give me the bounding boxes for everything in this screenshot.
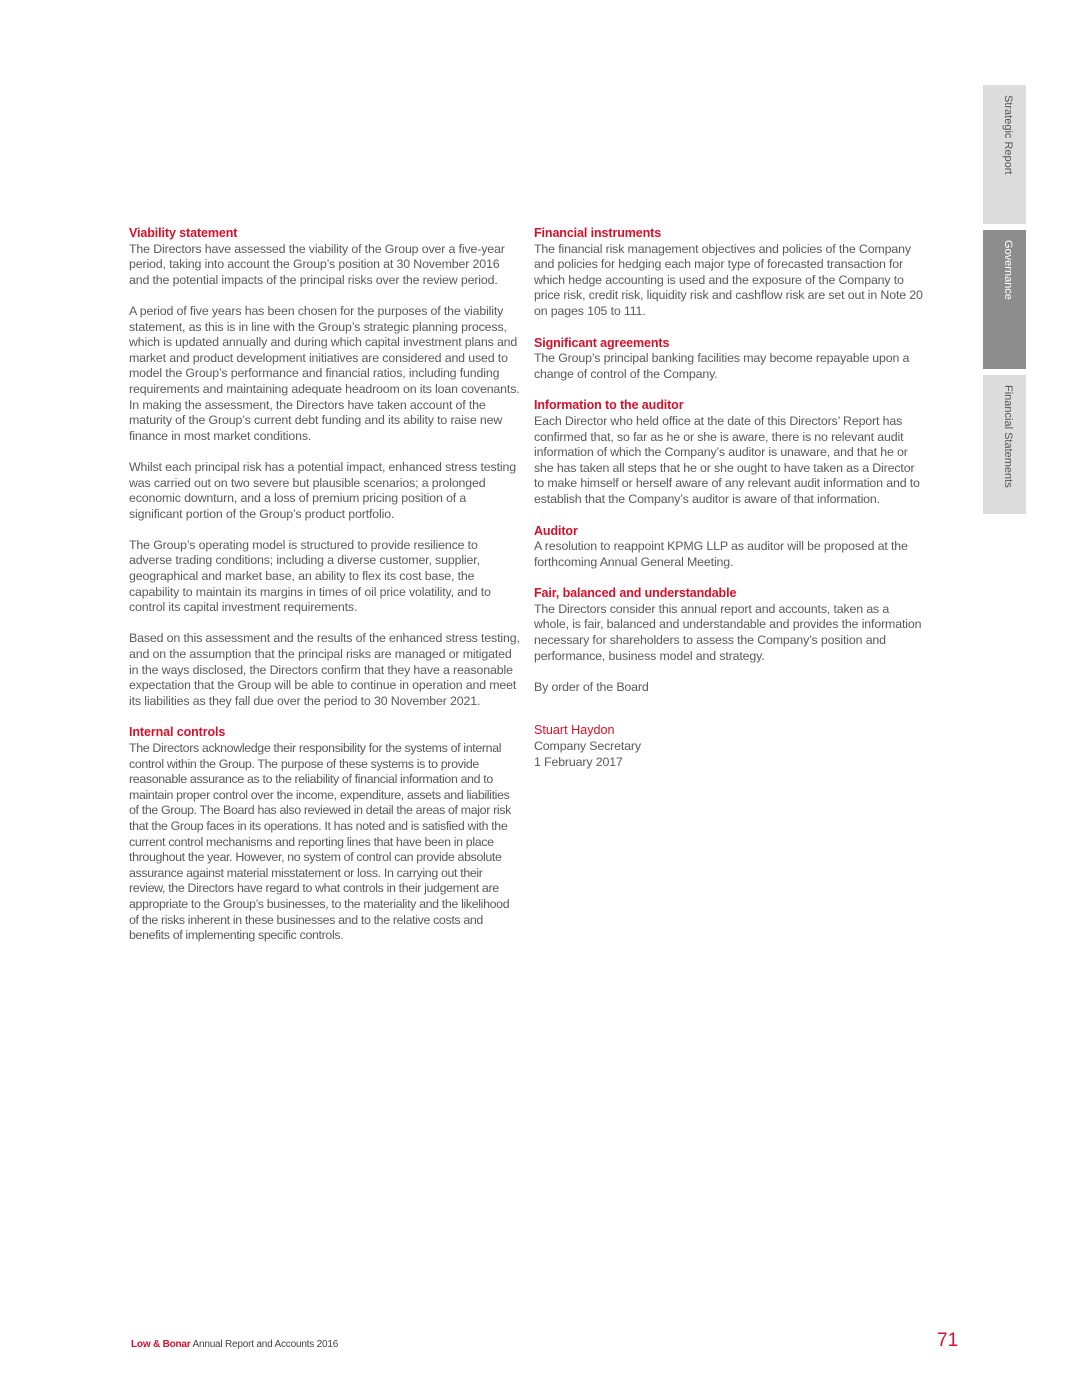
tab-governance[interactable] [983,230,1026,369]
viability-heading: Viability statement [129,226,238,240]
tab-strategic-report[interactable] [983,85,1026,224]
auditor-paragraph: A resolution to reappoint KPMG LLP as auditor will be proposed at the forthcoming Annual General Meeting. [534,539,908,569]
left-column [129,226,521,960]
footer [131,1339,338,1350]
footer-text: Annual Report and Accounts 2016 [192,1339,339,1350]
auditor-info-paragraph: Each Director who held office at the date of this Directors’ Report has confirmed that, so far as he or she is aware, there is no relevant audit information of which the Company’s auditor is unaware, and that he or she has taken all steps that he or she ought to have taken as a Director to make himself or herself aware of any relevant audit information and to establish that the Company’s auditor is aware of that information. [534,413,920,506]
viability-paragraph: A period of five years has been chosen for the purposes of the viability statement, as this is in line with the Group’s strategic planning process, which is updated annually and during which capital investment plans and market and product development initiatives are considered and used to model the Group’s performance and financial ratios, including funding requirements and maintaining adequate headroom on its loan covenants. In making the assessment, the Directors have taken account of the maturity of the Group’s current debt funding and its ability to raise new finance in most market conditions. [129,303,520,443]
fair-balanced-paragraph: The Directors consider this annual report and accounts, taken as a whole, is fair, balanced and understandable and provides the information necessary for shareholders to assess the Company’s position and performance, business model and strategy. [534,601,922,663]
viability-section [129,226,521,709]
tab-label: Strategic Report [1002,95,1014,175]
auditor-info-section [534,398,926,507]
footer-brand: Low & Bonar [131,1339,191,1350]
tab-financial-statements[interactable] [983,375,1026,514]
internal-controls-paragraph: The Directors acknowledge their responsibility for the systems of internal control within the Group. The purpose of these systems is to provide reasonable assurance as to the reliability of financial information and to maintain proper control over the income, expenditure, assets and liabilities of the Group. The Board has also reviewed in detail the areas of major risk that the Group faces in its operations. It has noted and is satisfied with the current control mechanisms and reporting lines that have been in place throughout the year. However, no system of control can provide absolute assurance against material misstatement or loss. In carrying out their review, the Directors have regard to what controls in their judgement are appropriate to the Group’s businesses, to the materiality and the likelihood of the risks inherent in these businesses and to the relative costs and benefits of implementing specific controls. [129,741,511,943]
signer-title: Company Secretary [534,739,641,754]
by-order-text: By order of the Board [534,679,649,694]
auditor-heading: Auditor [534,523,578,538]
significant-agreements-paragraph: The Group’s principal banking facilities may become repayable upon a change of control of the Company. [534,351,910,381]
significant-agreements-section [534,336,926,383]
financial-instruments-heading: Financial instruments [534,226,662,240]
viability-paragraph: Whilst each principal risk has a potential impact, enhanced stress testing was carried out on two severe but plausible scenarios; a prolonged economic downturn, and a loss of premium pricing position of a significant portion of the Group’s product portfolio. [129,459,516,521]
viability-paragraph: The Group’s operating model is structured to provide resilience to adverse trading conditions; including a diverse customer, supplier, geographical and market base, an ability to flex its cost base, the capability to maintain its margins in times of oil price volatility, and to control its capital investment requirements. [129,537,491,615]
page-number: 71 [937,1330,959,1351]
right-column [534,226,926,770]
financial-instruments-section [534,226,926,320]
signer-name: Stuart Haydon [534,723,615,738]
auditor-section [534,524,926,571]
fair-balanced-heading: Fair, balanced and understandable [534,586,737,601]
internal-controls-heading: Internal controls [129,725,226,740]
tab-label: Financial Statements [1002,385,1014,488]
viability-paragraph: The Directors have assessed the viability of the Group over a five-year period, taking into account the Group’s position at 30 November 2016 and the potential impacts of the principal risks over the review period. [129,241,505,287]
financial-instruments-paragraph: The financial risk management objectives and policies of the Company and policies for hedging each major type of forecasted transaction for which hedge accounting is used and the exposure of the Company to price risk, credit risk, liquidity risk and cashflow risk are set out in Note 20 on pages 105 to 111. [534,241,923,318]
significant-agreements-heading: Significant agreements [534,335,670,350]
signature-date: 1 February 2017 [534,754,623,769]
fair-balanced-section [534,586,926,695]
viability-paragraph: Based on this assessment and the results of the enhanced stress testing, and on the assumption that the principal risks are managed or mitigated in the ways disclosed, the Directors confirm that they have a reasonable expectation that the Group will be able to continue in operation and meet its liabilities as they fall due over the period to 30 November 2021. [129,631,520,708]
auditor-info-heading: Information to the auditor [534,398,684,413]
internal-controls-section [129,725,521,943]
signature-block [534,723,926,770]
tab-label: Governance [1002,240,1014,300]
